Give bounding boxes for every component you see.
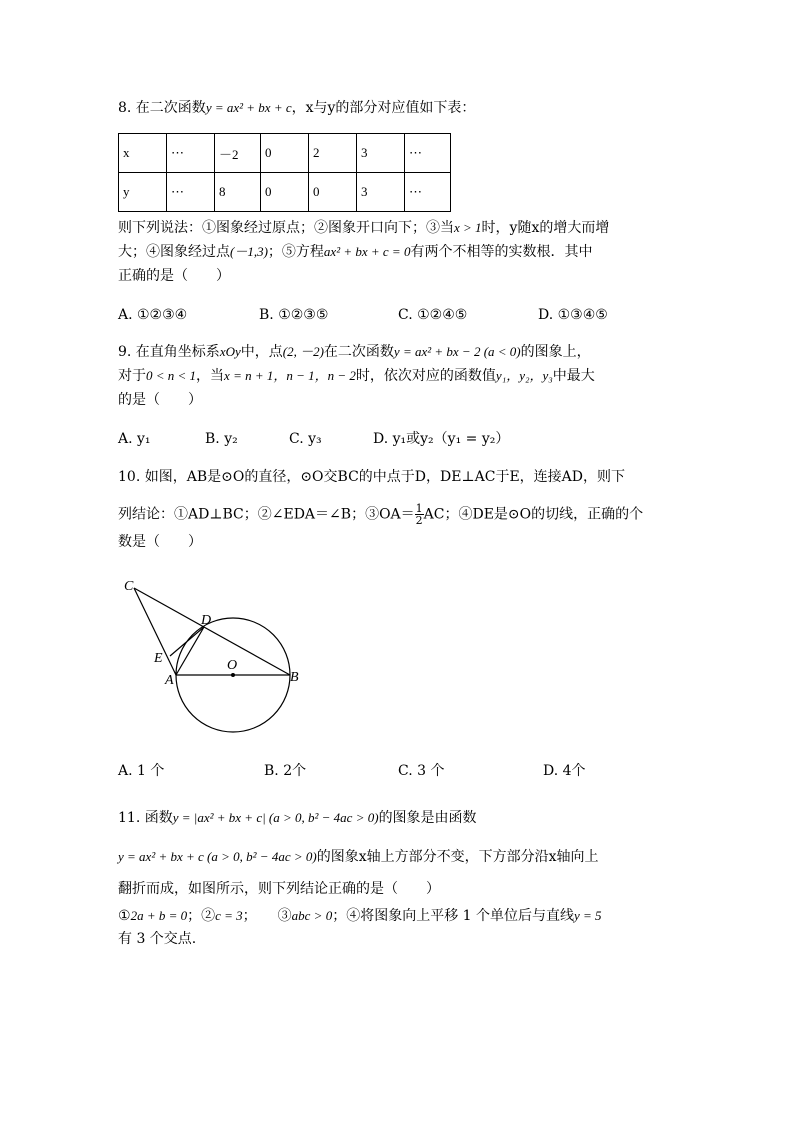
q9-text: 对于: [118, 368, 146, 384]
table-cell: y: [119, 173, 167, 212]
q9-text: 9. 在直角坐标系: [118, 344, 220, 360]
q8-text: 8. 在二次函数: [118, 100, 206, 116]
q10-fraction: [415, 503, 424, 526]
q9-text: ，当: [196, 368, 225, 384]
q11-text: ；②: [187, 908, 216, 924]
q8-value-table: [118, 133, 451, 212]
fraction-numerator: 1: [415, 502, 423, 515]
fraction-denominator: 2: [415, 514, 423, 527]
center-point-o: [231, 673, 235, 677]
table-cell: x: [119, 134, 167, 173]
q8-stem-line1: [118, 99, 475, 117]
q10-option-c: C. 3 个: [398, 763, 445, 779]
q8-text: ，x与y的部分对应值如下表：: [291, 100, 476, 116]
table-row: [119, 173, 451, 212]
q11-stem-line1: [118, 809, 477, 827]
q10-stem-line3: 数是（ ）: [118, 534, 202, 550]
q9-option-b: B. y₂: [205, 431, 238, 447]
label-b: B: [290, 670, 299, 685]
q9-stem-line2: [118, 367, 595, 385]
q9-coordinate-system: xOy: [219, 344, 241, 359]
q8-text: 大；④图象经过点: [118, 244, 230, 260]
table-cell: 2: [309, 134, 357, 173]
q8-option-a: A. ①②③④: [118, 307, 188, 323]
q9-text: 中，点: [240, 344, 283, 360]
q8-equation: ax² + bx + c = 0: [323, 244, 411, 259]
q10-circle-figure: [115, 570, 315, 745]
q11-statement-1: 2a + b = 0: [130, 908, 188, 923]
table-cell: 0: [261, 173, 309, 212]
q8-condition: x > 1: [454, 220, 482, 235]
q10-option-a: A. 1 个: [118, 763, 165, 779]
q11-text: ①: [118, 908, 131, 924]
q11-statement-2: c = 3: [215, 908, 243, 923]
q8-stem-line4: 正确的是（ ）: [118, 268, 230, 284]
q9-point: (2, －2): [282, 344, 324, 359]
q10-stem-line2: [118, 503, 643, 526]
q8-option-b: B. ①②③⑤: [259, 307, 329, 323]
q8-text: 有两个不相等的实数根．其中: [410, 244, 593, 260]
table-cell: 0: [261, 134, 309, 173]
q10-option-d: D. 4个: [543, 763, 586, 779]
table-cell: 8: [215, 173, 261, 212]
q8-stem-line3: [118, 243, 592, 261]
label-e: E: [154, 651, 163, 666]
q11-line-equation: y = 5: [574, 908, 602, 923]
table-cell: 0: [309, 173, 357, 212]
q8-option-d: D. ①③④⑤: [538, 307, 608, 323]
q9-option-c: C. y₃: [289, 431, 322, 447]
table-cell: ⋯: [405, 134, 451, 173]
q11-text: 的图象x轴上方部分不变，下方部分沿x轴向上: [316, 849, 599, 865]
q8-function-formula: y = ax² + bx + c: [205, 100, 292, 115]
q9-function-formula: y = ax² + bx − 2 (a < 0): [393, 344, 521, 359]
q9-option-d: D. y₁或y₂（y₁ = y₂）: [373, 431, 510, 447]
label-o: O: [227, 658, 238, 673]
q9-text: 在二次函数: [323, 344, 394, 360]
table-cell: ⋯: [167, 173, 215, 212]
q11-stem-line2: [118, 848, 599, 866]
q9-text: 时，依次对应的函数值: [355, 368, 496, 384]
q11-text: 的图象是由函数: [378, 810, 477, 826]
q10-option-b: B. 2个: [264, 763, 307, 779]
q11-stem-line5: 有 3 个交点.: [118, 931, 197, 947]
q11-function-formula: y = |ax² + bx + c| (a > 0, b² − 4ac > 0): [172, 810, 379, 825]
q10-text: AC；④DE是⊙O的切线，正确的个: [423, 506, 644, 523]
q9-y-values: y₁，y₂，y₃: [495, 368, 553, 383]
table-cell: ⋯: [167, 134, 215, 173]
segment-de: [170, 627, 204, 656]
q11-statement-3: abc > 0: [291, 908, 333, 923]
q9-text: 中最大: [552, 368, 595, 384]
q8-stem-line2: [118, 219, 609, 237]
table-cell: 3: [357, 134, 405, 173]
q9-option-a: A. y₁: [118, 431, 151, 447]
q8-option-c: C. ①②④⑤: [398, 307, 468, 323]
q10-text: 列结论：①AD⊥BC；②∠EDA＝∠B；③OA＝: [118, 506, 415, 523]
table-cell: 3: [357, 173, 405, 212]
q8-text: 则下列说法：①图象经过原点；②图象开口向下；③当: [118, 220, 454, 236]
segment-ad: [176, 627, 204, 675]
q11-text: ； ③: [242, 908, 292, 924]
table-cell: －2: [215, 134, 261, 173]
table-row: [119, 134, 451, 173]
table-cell: ⋯: [405, 173, 451, 212]
label-a: A: [165, 673, 174, 688]
q11-stem-line3: 翻折而成，如图所示，则下列结论正确的是（ ）: [118, 881, 440, 897]
q9-stem-line3: 的是（ ）: [118, 392, 202, 408]
q8-text: ；⑤方程: [267, 244, 324, 260]
q11-text: 11. 函数: [118, 810, 173, 826]
q8-text: 时，y随x的增大而增: [481, 220, 610, 236]
q9-x-values: x = n + 1，n − 1，n − 2: [224, 368, 356, 383]
label-c: C: [124, 579, 134, 594]
q11-stem-line4: [118, 907, 602, 925]
label-d: D: [201, 613, 212, 628]
q10-stem-line1: 10. 如图，AB是⊙O的直径，⊙O交BC的中点于D，DE⊥AC于E，连接AD，则下: [118, 469, 625, 485]
q9-range: 0 < n < 1: [146, 368, 197, 383]
q11-base-function: y = ax² + bx + c (a > 0, b² − 4ac > 0): [118, 849, 317, 864]
q8-point: (－1,3): [230, 244, 268, 259]
q11-text: ；④将图象向上平移 1 个单位后与直线: [332, 908, 575, 924]
q9-stem-line1: [118, 343, 591, 361]
q9-text: 的图象上，: [520, 344, 591, 360]
